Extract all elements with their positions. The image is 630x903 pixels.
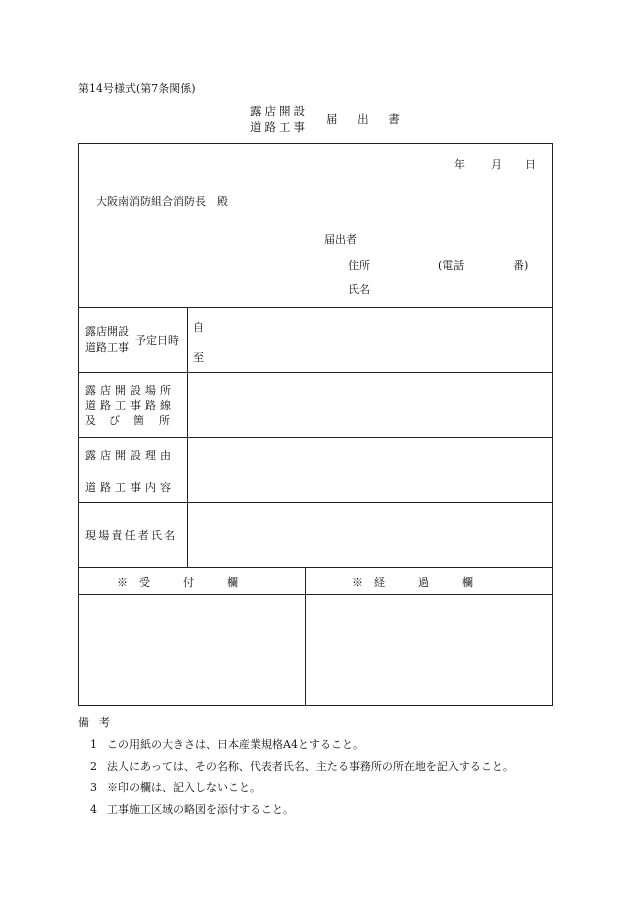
note-number: 2 (90, 760, 97, 773)
schedule-type-stall: 露店開設 (85, 325, 129, 338)
reason-label-stall: 露店開設理由 (85, 449, 175, 462)
title-option-roadwork: 道路工事 (250, 120, 308, 134)
location-label (85, 383, 175, 428)
note-number: 4 (90, 803, 97, 816)
addressee: 大阪南消防組合消防長 殿 (96, 195, 228, 208)
note-text: 法人にあっては、その名称、代表者氏名、主たる事務所の所在地を記入すること。 (107, 760, 514, 773)
row-divider (79, 594, 552, 595)
reason-label-roadwork: 道路工事内容 (85, 481, 175, 494)
location-char-3: 箇 (133, 414, 144, 427)
note-text: 工事施工区域の略図を添付すること。 (107, 803, 294, 816)
schedule-type-label (85, 324, 129, 356)
date-day-label: 日 (525, 158, 536, 171)
form-number: 第14号様式(第7条関係) (78, 82, 196, 95)
date-month-label: 月 (491, 158, 502, 171)
date-year-label: 年 (454, 158, 465, 171)
notification-form-table (78, 143, 553, 706)
row-divider (79, 372, 552, 373)
location-label-roadwork: 道路工事路線 (85, 399, 175, 412)
notes-title: 備考 (78, 716, 120, 729)
location-char-4: 所 (159, 414, 170, 427)
row-divider (79, 567, 552, 568)
schedule-datetime-label: 予定日時 (135, 334, 179, 347)
location-label-stall: 露店開設場所 (85, 384, 175, 397)
progress-column-header: ※ 経 過 欄 (352, 576, 473, 589)
form-title-options (250, 103, 308, 135)
title-option-stall: 露店開設 (250, 104, 308, 118)
note-item (90, 779, 261, 795)
location-char-1: 及 (85, 414, 96, 427)
label-column-divider (187, 307, 188, 567)
schedule-to-label: 至 (193, 351, 204, 364)
site-manager-label: 現場責任者氏名 (85, 529, 178, 542)
schedule-from-label: 自 (193, 321, 204, 334)
location-char-2: び (109, 414, 120, 427)
row-divider (79, 502, 552, 503)
note-item (90, 758, 514, 774)
note-number: 3 (90, 781, 97, 794)
phone-label: (電話 (438, 259, 465, 272)
note-number: 1 (90, 738, 97, 751)
schedule-type-roadwork: 道路工事 (85, 341, 129, 354)
note-item (90, 736, 364, 752)
note-item (90, 801, 294, 817)
phone-suffix: 番) (513, 259, 529, 272)
address-label: 住所 (348, 259, 370, 272)
row-divider (79, 437, 552, 438)
location-label-and-place (85, 413, 175, 428)
row-divider (79, 307, 552, 308)
notifier-label: 届出者 (324, 233, 357, 246)
note-text: ※印の欄は、記入しないこと。 (107, 781, 261, 794)
name-label: 氏名 (348, 283, 370, 296)
reception-column-header: ※ 受 付 欄 (117, 576, 238, 589)
form-title-suffix: 届 出 書 (326, 112, 408, 126)
note-text: この用紙の大きさは、日本産業規格A4とすること。 (107, 738, 364, 751)
bottom-column-divider (305, 567, 306, 705)
